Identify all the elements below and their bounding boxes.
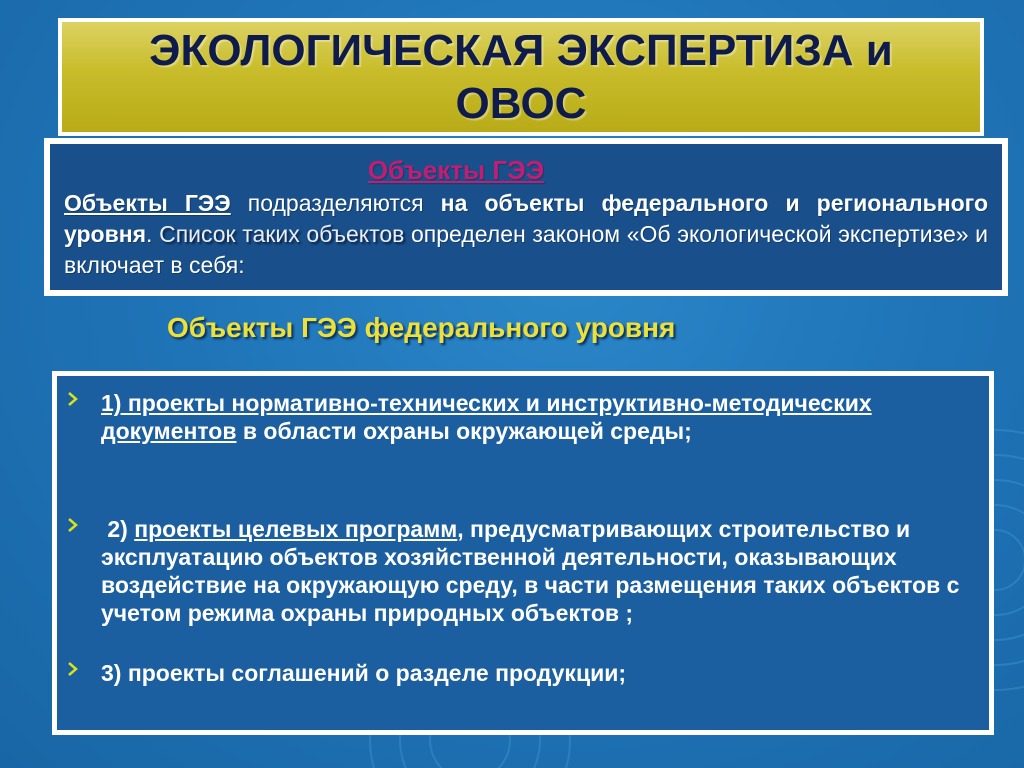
- item-1-text: в области охраны окружающей среды;: [236, 418, 692, 444]
- slide-title: [149, 24, 893, 130]
- list-item: [101, 659, 969, 687]
- objects-paragraph: [64, 188, 988, 281]
- objects-text-1: подразделяются: [230, 190, 441, 216]
- objects-text-2: определен законом «Об экологической экспертизе» и включает в себя:: [64, 221, 989, 278]
- objects-list-phrase: Список таких объектов: [159, 221, 405, 247]
- item-2-text: , предусматривающих строительство и эксплуатацию объектов хозяйственной деятельности, оказывающих воздействие на окружающую среду, в части размещения таких объектов с учетом режима охраны природных объектов ;: [101, 516, 960, 626]
- list-item: [101, 515, 969, 627]
- objects-levels: на объекты федерального и регионального уровня: [64, 190, 988, 247]
- chevron-right-icon: [67, 517, 79, 533]
- item-1-underlined: 1) проекты нормативно-технических и инструктивно-методических документов: [101, 390, 872, 444]
- title-line-2: ОВОС: [455, 79, 587, 128]
- federal-objects-subtitle: Объекты ГЭЭ федерального уровня: [167, 312, 676, 343]
- item-2-prefix: 2): [101, 516, 135, 542]
- objects-heading: Объекты ГЭЭ: [367, 155, 545, 185]
- objects-dot: .: [146, 221, 160, 247]
- chevron-right-icon: [67, 391, 79, 407]
- chevron-right-icon: [67, 661, 79, 677]
- title-banner: [58, 18, 984, 136]
- item-3-text: 3) проекты соглашений о разделе продукции;: [101, 660, 627, 686]
- title-line-1: ЭКОЛОГИЧЕСКАЯ ЭКСПЕРТИЗА и: [149, 26, 893, 75]
- objects-intro-panel: [44, 138, 1008, 296]
- objects-term: Объекты ГЭЭ: [64, 190, 231, 216]
- objects-intro-inner: [50, 144, 1002, 290]
- list-item: [101, 389, 969, 445]
- item-2-underlined: проекты целевых программ: [134, 516, 458, 542]
- federal-objects-list: [52, 371, 994, 735]
